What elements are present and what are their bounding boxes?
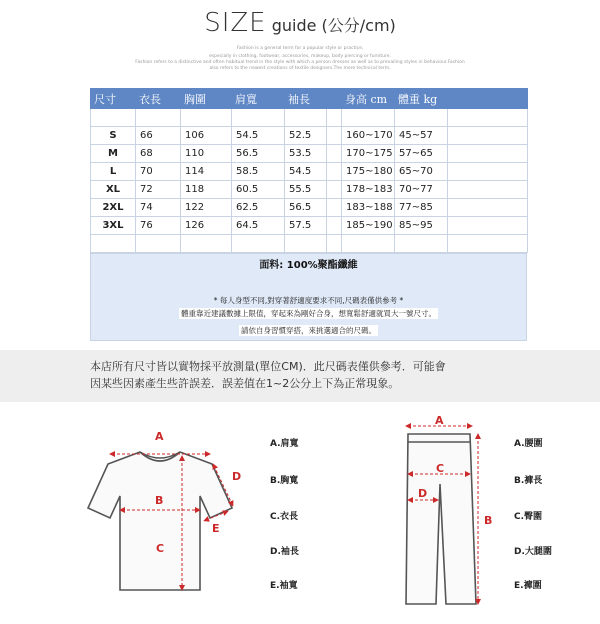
- blank-cell: [285, 109, 327, 127]
- table-cell: 72: [136, 181, 181, 199]
- table-cell: [448, 163, 528, 181]
- fabric-label: 面料: 100%聚酯纖維: [259, 260, 358, 271]
- blank-cell: [232, 235, 285, 253]
- note-choose-text: 請依自身習慣穿搭，來挑選適合的尺碼。: [241, 326, 376, 335]
- title-unit: guide (公分/cm): [266, 16, 396, 35]
- table-cell: 45~57: [395, 127, 448, 145]
- table-header-row: [91, 89, 528, 109]
- table-cell: 70: [136, 163, 181, 181]
- shirt-letter-a: A: [155, 430, 164, 443]
- pants-legend-b: B.褲長: [514, 476, 543, 486]
- header-cell: 肩寬: [232, 89, 285, 109]
- table-cell: 160~170: [342, 127, 395, 145]
- shirt-letter-c: C: [156, 542, 165, 555]
- table-cell: 55.5: [285, 181, 327, 199]
- size-label-cell: 2XL: [91, 199, 136, 217]
- blank-cell: [285, 235, 327, 253]
- table-cell: 66: [136, 127, 181, 145]
- table-cell: 57.5: [285, 217, 327, 235]
- table-cell: [448, 199, 528, 217]
- table-row: [91, 163, 528, 181]
- blank-cell: [342, 109, 395, 127]
- notice-line-1: 本店所有尺寸皆以實物採平放測量(單位CM)．此尺碼表僅供參考．可能會: [90, 360, 446, 373]
- table-cell: 68: [136, 145, 181, 163]
- note-weight-text: 體重靠近建議數據上限值，穿起來為剛好合身，想寬鬆舒適就買大一號尺寸。: [181, 309, 436, 318]
- pants-legend-a: A.腰圍: [514, 439, 543, 449]
- header-cell: [448, 89, 528, 109]
- blank-cell: [232, 109, 285, 127]
- table-cell: 60.5: [232, 181, 285, 199]
- header-cell: [327, 89, 342, 109]
- shirt-letter-b: B: [155, 494, 164, 507]
- blank-row: [91, 235, 528, 253]
- table-cell: [327, 217, 342, 235]
- table-cell: 126: [181, 217, 232, 235]
- header-cell: 尺寸: [91, 89, 136, 109]
- blank-cell: [327, 235, 342, 253]
- note-choose: [91, 325, 526, 336]
- table-cell: 65~70: [395, 163, 448, 181]
- note-reference: * 每人身型不同,對穿著舒適度要求不同,尺碼表僅供參考 *: [213, 296, 404, 305]
- table-cell: 170~175: [342, 145, 395, 163]
- shirt-letter-d: D: [232, 470, 242, 483]
- measurement-notice: [0, 350, 600, 402]
- table-cell: 64.5: [232, 217, 285, 235]
- pants-letter-d: D: [418, 487, 428, 500]
- blank-cell: [342, 235, 395, 253]
- size-table: [90, 88, 528, 253]
- blank-cell: [395, 235, 448, 253]
- table-cell: [327, 181, 342, 199]
- header-cell: 袖長: [285, 89, 327, 109]
- shirt-legend-e: E.袖寬: [270, 581, 298, 591]
- table-cell: [327, 145, 342, 163]
- table-cell: 85~95: [395, 217, 448, 235]
- header-cell: 體重 kg: [395, 89, 448, 109]
- size-label-cell: M: [91, 145, 136, 163]
- table-cell: 62.5: [232, 199, 285, 217]
- header-cell: 衣長: [136, 89, 181, 109]
- table-row: [91, 217, 528, 235]
- header-cell: 胸圍: [181, 89, 232, 109]
- tshirt-diagram: [88, 452, 232, 590]
- table-cell: 58.5: [232, 163, 285, 181]
- note-weight: [91, 308, 526, 319]
- shirt-legend-a: A.肩寬: [270, 439, 299, 449]
- blank-cell: [181, 109, 232, 127]
- table-cell: [327, 163, 342, 181]
- blank-cell: [181, 235, 232, 253]
- table-cell: 54.5: [285, 163, 327, 181]
- table-cell: 54.5: [232, 127, 285, 145]
- shirt-legend-d: D.袖長: [270, 547, 299, 557]
- table-cell: [327, 127, 342, 145]
- size-guide-title: [0, 8, 600, 38]
- table-cell: 106: [181, 127, 232, 145]
- shirt-legend-b: B.胸寬: [270, 476, 299, 486]
- size-label-cell: 3XL: [91, 217, 136, 235]
- fine-print-3: Fashion refers to a distinctive and often habitual trend in the style with which a person dresses as well as to prevailing styles in behaviour.Fashion: [135, 60, 465, 65]
- table-row: [91, 199, 528, 217]
- table-cell: 77~85: [395, 199, 448, 217]
- table-cell: 178~183: [342, 181, 395, 199]
- table-cell: [448, 127, 528, 145]
- pants-letter-a: A: [435, 414, 444, 427]
- shirt-legend-c: C.衣長: [270, 512, 299, 522]
- table-cell: 122: [181, 199, 232, 217]
- blank-cell: [91, 235, 136, 253]
- table-cell: 185~190: [342, 217, 395, 235]
- blank-cell: [448, 109, 528, 127]
- pants-legend-c: C.臀圍: [514, 512, 543, 522]
- table-cell: 74: [136, 199, 181, 217]
- shirt-letter-e: E: [212, 522, 220, 535]
- table-row: [91, 127, 528, 145]
- pants-diagram: [406, 434, 476, 604]
- pants-legend-e: E.褲圍: [514, 581, 542, 591]
- size-label-cell: L: [91, 163, 136, 181]
- fine-print-2: especially in clothing, footwear, accessories, makeup, body piercing or furniture.: [209, 54, 391, 59]
- pants-legend-d: D.大腿圍: [514, 547, 552, 557]
- blank-cell: [136, 235, 181, 253]
- blank-cell: [136, 109, 181, 127]
- pants-letter-b: B: [484, 514, 493, 527]
- fine-print-4: also refers to the newest creations of textile designers.The more technical term,: [209, 66, 391, 71]
- notice-line-2: 因某些因素產生些許誤差．誤差值在1~2公分上下為正常現象。: [90, 377, 400, 390]
- header-cell: 身高 cm: [342, 89, 395, 109]
- table-cell: 70~77: [395, 181, 448, 199]
- blank-row: [91, 109, 528, 127]
- table-row: [91, 181, 528, 199]
- blank-cell: [327, 109, 342, 127]
- table-cell: 118: [181, 181, 232, 199]
- table-cell: 52.5: [285, 127, 327, 145]
- measurement-diagrams: [0, 412, 600, 624]
- table-cell: 175~180: [342, 163, 395, 181]
- table-cell: 57~65: [395, 145, 448, 163]
- table-cell: [448, 217, 528, 235]
- fabric-notes-box: [90, 253, 527, 341]
- size-label-cell: S: [91, 127, 136, 145]
- table-cell: 114: [181, 163, 232, 181]
- size-label-cell: XL: [91, 181, 136, 199]
- blank-cell: [395, 109, 448, 127]
- table-cell: 110: [181, 145, 232, 163]
- table-cell: 53.5: [285, 145, 327, 163]
- fine-print-1: Fashion is a general term for a popular style or practice,: [236, 46, 364, 51]
- table-cell: 56.5: [285, 199, 327, 217]
- table-cell: [327, 199, 342, 217]
- table-cell: 183~188: [342, 199, 395, 217]
- table-row: [91, 145, 528, 163]
- blank-cell: [448, 235, 528, 253]
- pants-letter-c: C: [436, 462, 445, 475]
- table-cell: [448, 181, 528, 199]
- blank-cell: [91, 109, 136, 127]
- table-cell: 76: [136, 217, 181, 235]
- table-cell: [448, 145, 528, 163]
- title-size: SIZE: [204, 8, 267, 38]
- table-cell: 56.5: [232, 145, 285, 163]
